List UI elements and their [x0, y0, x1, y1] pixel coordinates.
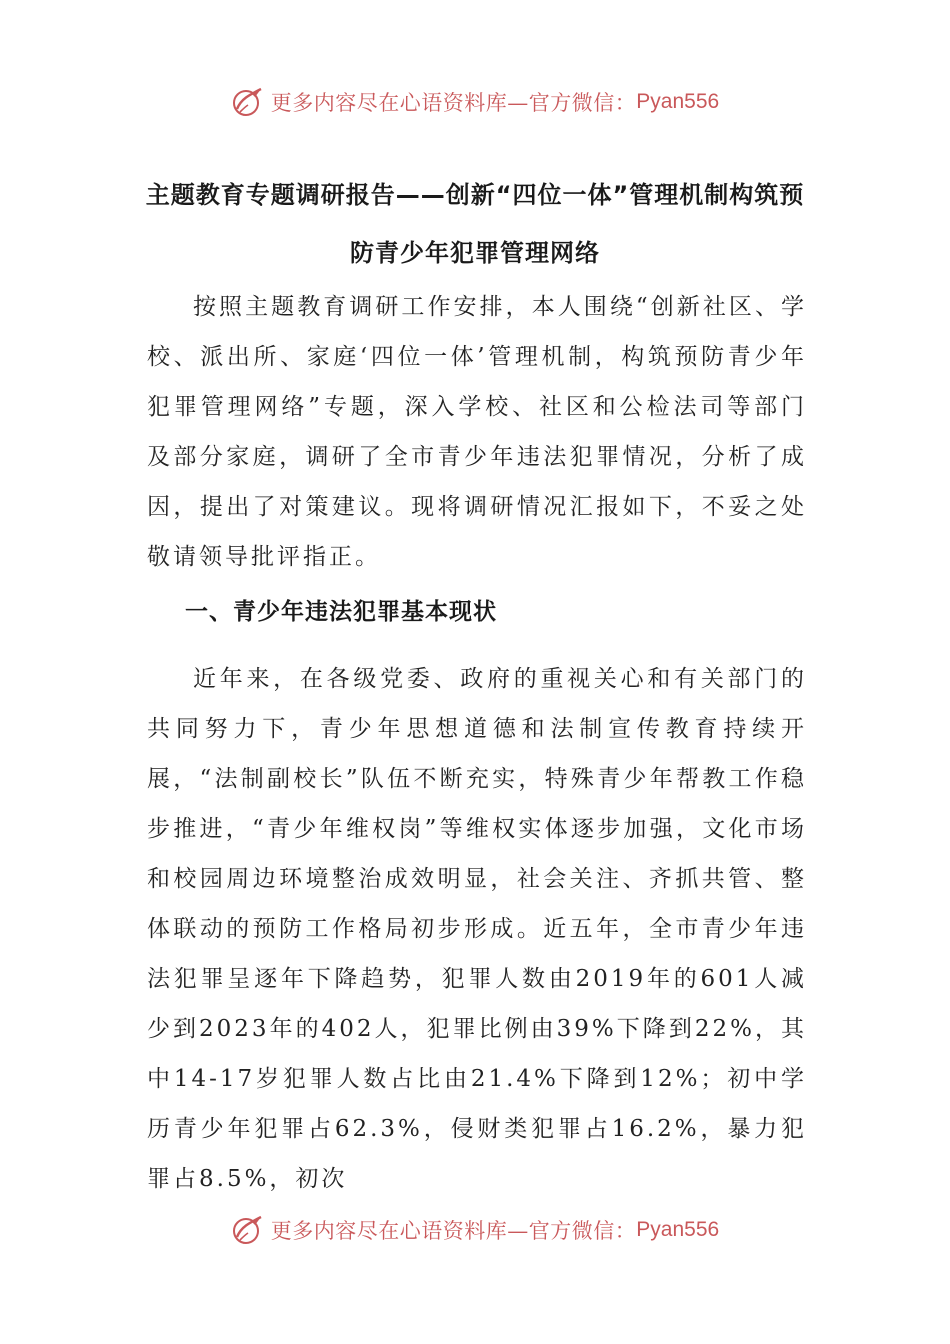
watermark-text: 更多内容尽在心语资料库—官方微信： [270, 91, 637, 115]
section-heading: 一、青少年违法犯罪基本现状 [185, 599, 497, 625]
watermark-text: 更多内容尽在心语资料库—官方微信： [270, 1219, 637, 1243]
watermark-banner-top [0, 82, 950, 122]
status-paragraph: 近年来，在各级党委、政府的重视关心和有关部门的共同努力下，青少年思想道德和法制宣传教育持续开展，“法制副校长”队伍不断充实，特殊青少年帮教工作稳步推进，“青少年维权岗”等维权实体逐步加强，文化市场和校园周边环境整治成效明显，社会关注、齐抓共管、整体联动的预防工作格局初步形成。近五年，全市青少年违法犯罪呈逐年下降趋势，犯罪人数由2019年的601人减少到2023年的402人，犯罪比例由39%下降到22%，其中14-17岁犯罪人数占比由21.4%下降到12%；初中学历青少年犯罪占62.3%，侵财类犯罪占16.2%，暴力犯罪占8.5%，初次 [147, 666, 807, 1192]
watermark-account: Pyan556 [636, 1218, 720, 1241]
watermark-account: Pyan556 [636, 90, 720, 113]
document-title: 主题教育专题调研报告——创新“四位一体”管理机制构筑预防青少年犯罪管理网络 [145, 181, 805, 267]
pen-logo-icon [231, 1213, 265, 1247]
pen-logo-icon [231, 85, 265, 119]
intro-paragraph: 按照主题教育调研工作安排，本人围绕“创新社区、学校、派出所、家庭‘四位一体’管理机制，构筑预防青少年犯罪管理网络”专题，深入学校、社区和公检法司等部门及部分家庭，调研了全市青少年违法犯罪情况，分析了成因，提出了对策建议。现将调研情况汇报如下，不妥之处敬请领导批评指正。 [147, 294, 807, 570]
watermark-banner-bottom [0, 1210, 950, 1250]
